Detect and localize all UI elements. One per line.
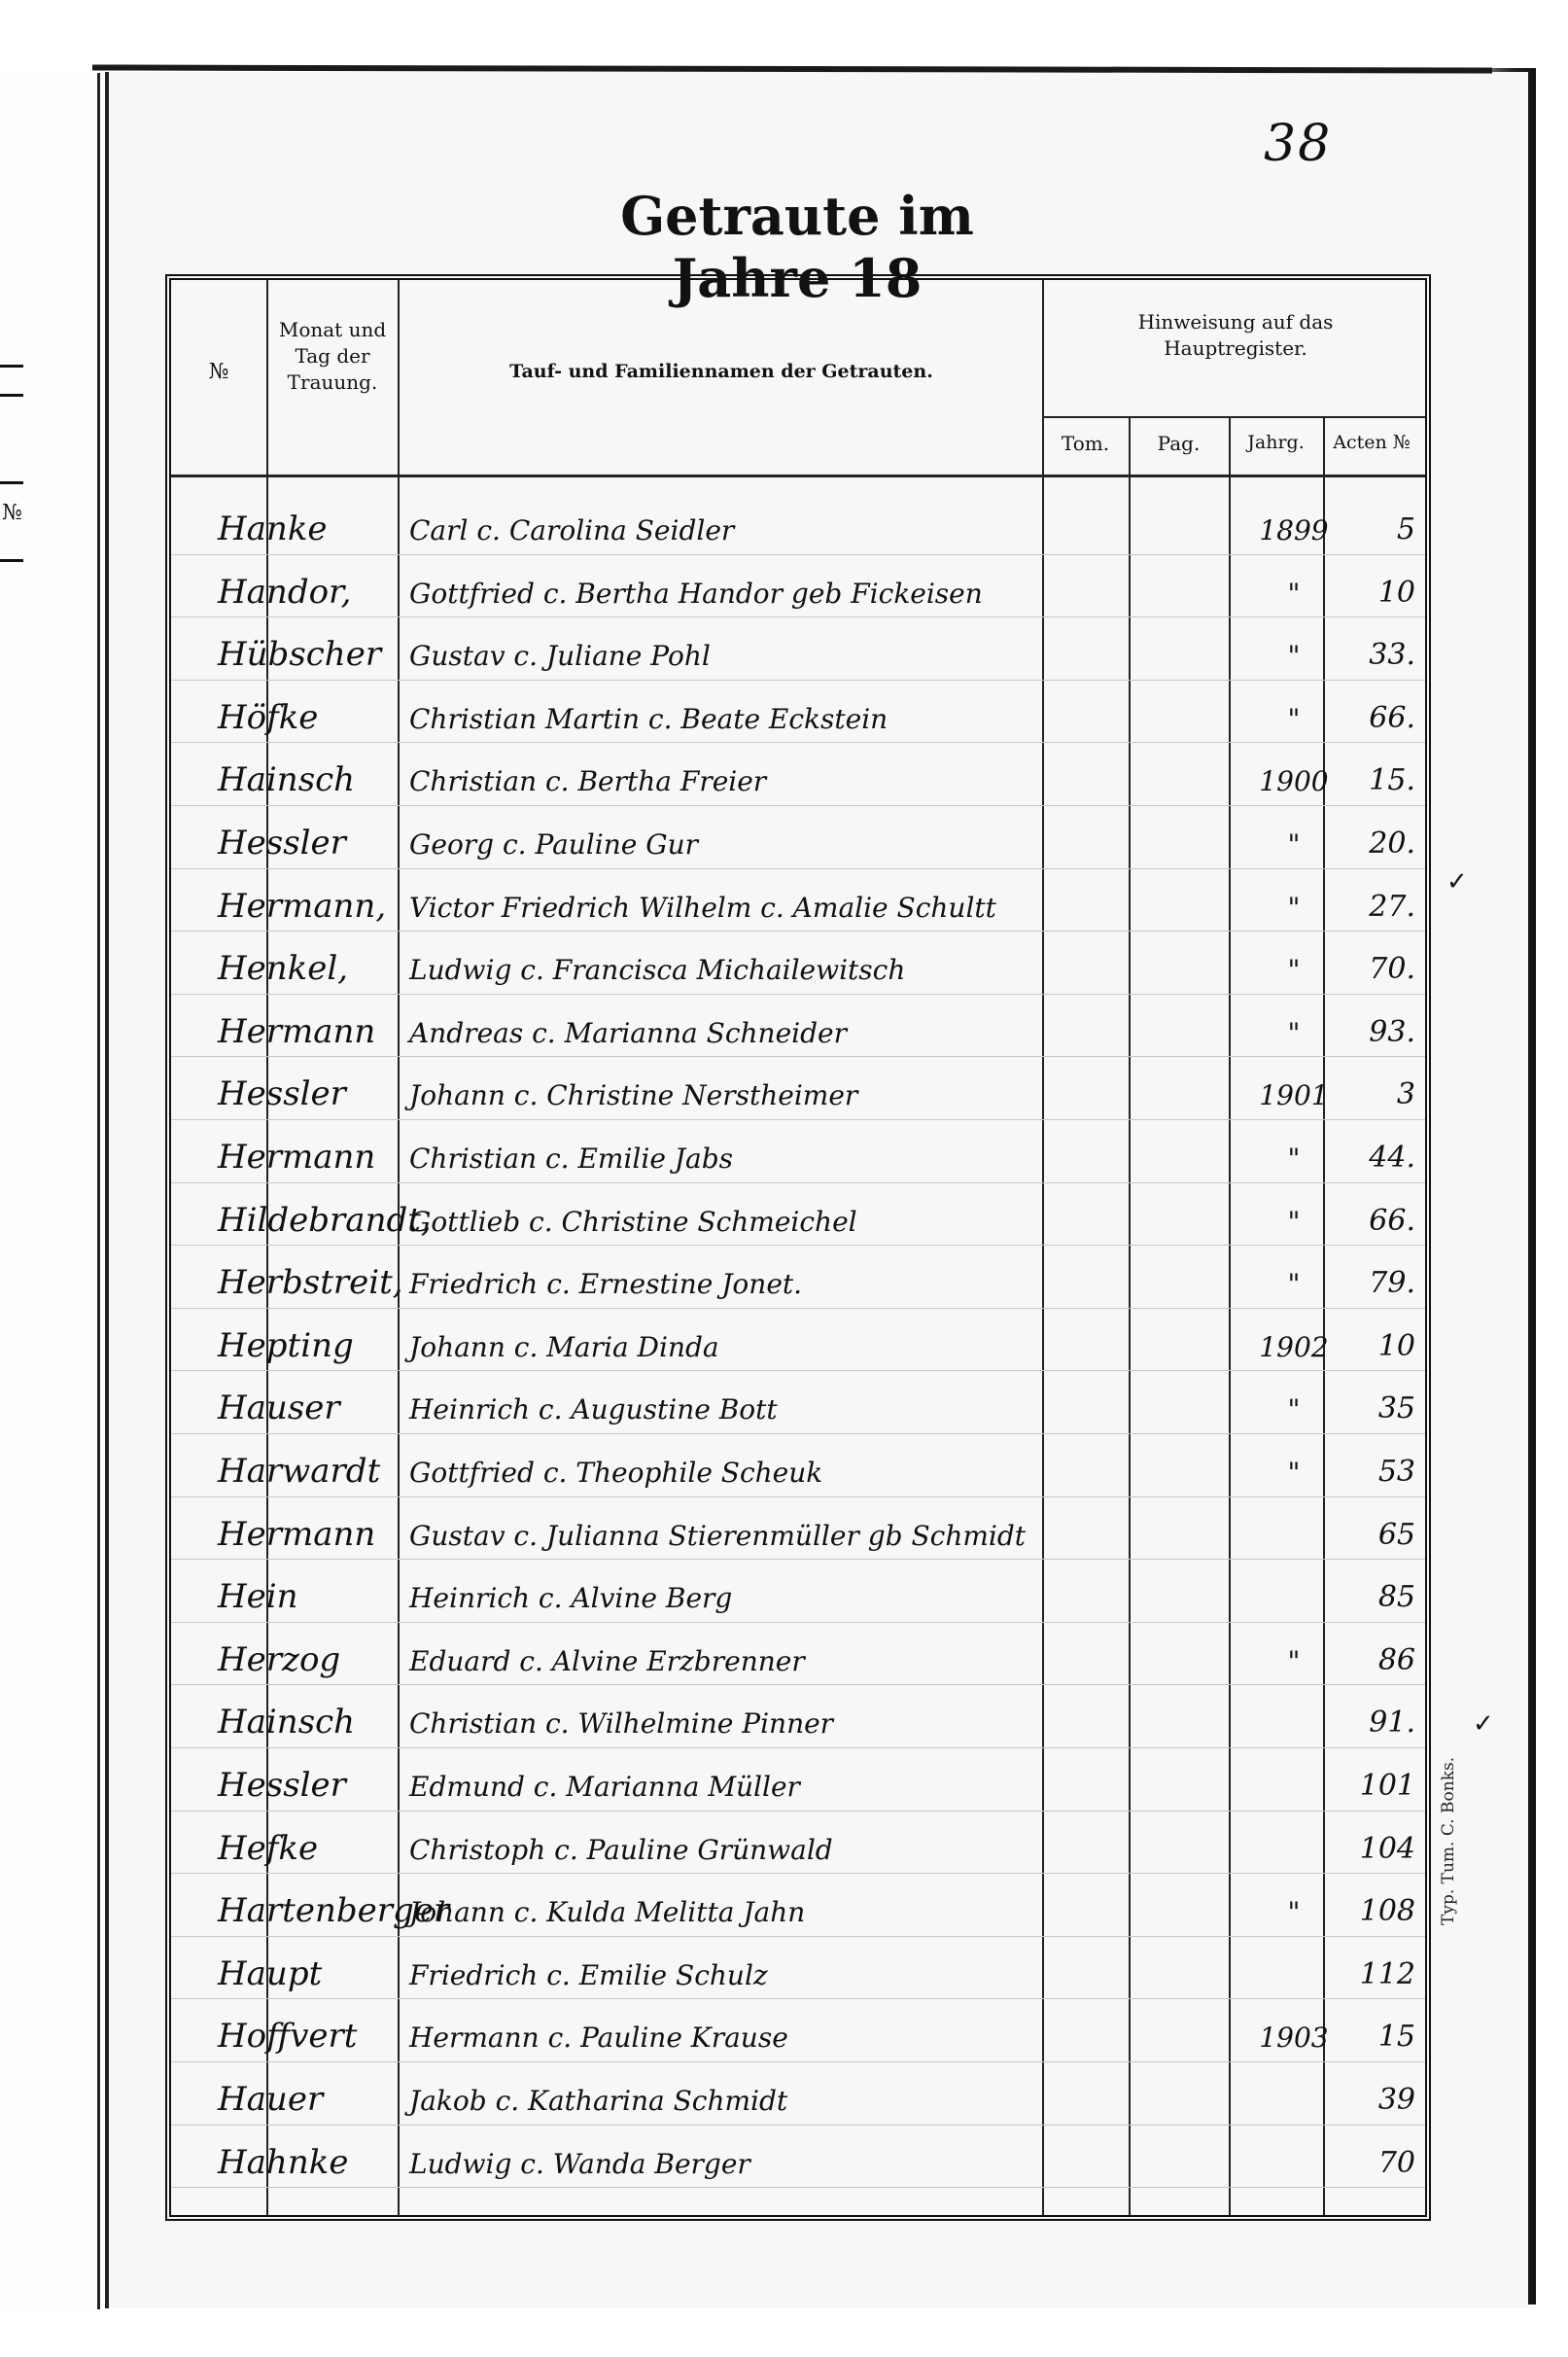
entry-year: ": [1287, 828, 1301, 861]
entry-year: ": [1287, 1016, 1301, 1049]
entry-surname: Hauser: [218, 1389, 340, 1428]
entry-names: Christian Martin c. Beate Eckstein: [409, 702, 889, 735]
entry-year: 1900: [1259, 765, 1329, 798]
entry-acten-number: 91.: [1369, 1706, 1415, 1741]
entry-year: ": [1287, 891, 1301, 924]
register-entry: [171, 1246, 1425, 1308]
register-entry: [171, 2062, 1425, 2125]
entry-surname: Höfke: [218, 697, 319, 737]
entry-acten-number: 70: [1377, 2145, 1415, 2180]
entry-acten-number: 104: [1359, 1831, 1415, 1866]
entry-surname: Harwardt: [218, 1452, 381, 1491]
entry-surname: Hein: [218, 1577, 298, 1617]
entry-surname: Hoffvert: [218, 2017, 358, 2057]
header-tom: Tom.: [1061, 432, 1110, 455]
entry-names: Eduard c. Alvine Erzbrenner: [409, 1644, 805, 1677]
entry-names: Gottlieb c. Christine Schmeichel: [409, 1205, 857, 1238]
entry-surname: Hermann: [218, 1011, 376, 1051]
register-entry: [171, 1812, 1425, 1874]
entry-surname: Hahnke: [218, 2142, 349, 2182]
entry-year: ": [1287, 1143, 1301, 1175]
entry-year: ": [1287, 1644, 1301, 1677]
entry-names: Heinrich c. Augustine Bott: [409, 1393, 778, 1426]
entry-year: ": [1287, 702, 1301, 735]
register-entry: [171, 806, 1425, 868]
entry-surname: Hermann: [218, 1514, 376, 1554]
margin-check-mark: ✓: [1473, 1709, 1494, 1739]
register-entry: [171, 932, 1425, 994]
entry-year: ": [1287, 954, 1301, 987]
register-entry: [171, 1874, 1425, 1936]
entry-acten-number: 86: [1377, 1642, 1415, 1677]
register-entry: [171, 681, 1425, 743]
register-entry: [171, 995, 1425, 1057]
entry-acten-number: 35: [1377, 1391, 1415, 1426]
entry-names: Gustav c. Julianna Stierenmüller gb Schmidt: [409, 1519, 1027, 1552]
entry-names: Christoph c. Pauline Grünwald: [409, 1833, 833, 1866]
entry-acten-number: 27.: [1369, 889, 1415, 924]
entry-acten-number: 10: [1377, 1328, 1415, 1363]
entry-acten-number: 66.: [1369, 700, 1415, 735]
entry-names: Gottfried c. Theophile Scheuk: [409, 1457, 823, 1489]
register-entry: [171, 555, 1425, 617]
entry-surname: Haupt: [218, 1953, 323, 1993]
header-names: Tauf- und Familiennamen der Getrauten.: [509, 361, 933, 382]
register-entry: [171, 1999, 1425, 2061]
entry-names: Victor Friedrich Wilhelm c. Amalie Schultt: [409, 891, 996, 924]
entry-names: Friedrich c. Emilie Schulz: [409, 1958, 768, 1991]
register-entry: [171, 617, 1425, 680]
entry-acten-number: 93.: [1369, 1014, 1415, 1049]
entry-names: Gottfried c. Bertha Handor geb Fickeisen: [409, 577, 983, 610]
entry-surname: Hainsch: [218, 1703, 356, 1742]
entry-acten-number: 108: [1359, 1894, 1415, 1929]
register-entry: [171, 1560, 1425, 1622]
printer-imprint: Typ. Tum. C. Bonks.: [1439, 1756, 1458, 1925]
entry-year: 1903: [1259, 2022, 1329, 2055]
entry-year: ": [1287, 1268, 1301, 1301]
entry-surname: Hepting: [218, 1325, 354, 1365]
entry-surname: Herzog: [218, 1639, 341, 1679]
entry-acten-number: 20.: [1369, 827, 1415, 861]
entry-surname: Henkel,: [218, 949, 349, 989]
entry-surname: Hessler: [218, 824, 346, 862]
entry-year: ": [1287, 1205, 1301, 1238]
entry-names: Andreas c. Marianna Schneider: [409, 1016, 847, 1049]
entry-surname: Hermann,: [218, 886, 387, 926]
entry-acten-number: 39: [1377, 2083, 1415, 2117]
page-number: 38: [1264, 115, 1333, 173]
left-page-number-mark: №: [2, 501, 22, 525]
entry-names: Hermann c. Pauline Krause: [409, 2022, 788, 2055]
register-entry: [171, 743, 1425, 805]
header-jahrg: Jahrg.: [1247, 432, 1305, 453]
entry-acten-number: 10: [1377, 575, 1415, 610]
entry-surname: Hauer: [218, 2080, 324, 2119]
register-entry: [171, 1434, 1425, 1496]
entry-surname: Hermann: [218, 1138, 376, 1177]
register-entry: [171, 1685, 1425, 1747]
register-entry: [171, 1937, 1425, 1999]
entry-acten-number: 101: [1359, 1769, 1415, 1803]
entry-acten-number: 15: [1377, 2020, 1415, 2055]
header-reference: Hinweisung auf das Hauptregister.: [1137, 310, 1334, 360]
entry-names: Christian c. Bertha Freier: [409, 765, 767, 798]
entry-surname: Hessler: [218, 1074, 346, 1114]
entry-acten-number: 53: [1377, 1455, 1415, 1489]
entry-names: Edmund c. Marianna Müller: [409, 1771, 800, 1803]
register-entry: [171, 1120, 1425, 1182]
entry-year: 1901: [1259, 1079, 1329, 1112]
entry-acten-number: 5: [1396, 512, 1415, 546]
entry-acten-number: 79.: [1369, 1266, 1415, 1301]
entry-surname: Hanke: [218, 510, 328, 548]
register-entry: [171, 869, 1425, 932]
register-entry: [171, 1057, 1425, 1119]
header-pag: Pag.: [1157, 432, 1201, 455]
register-entry: [171, 1371, 1425, 1433]
entry-year: 1902: [1259, 1330, 1329, 1363]
entry-year: ": [1287, 577, 1301, 610]
entry-names: Johann c. Christine Nerstheimer: [409, 1079, 858, 1112]
entry-surname: Herbstreit,: [218, 1263, 403, 1303]
entry-acten-number: 44.: [1369, 1141, 1415, 1175]
entry-acten-number: 3: [1396, 1077, 1415, 1112]
entry-acten-number: 85: [1377, 1580, 1415, 1615]
margin-check-mark: ✓: [1446, 867, 1468, 897]
register-entry: [171, 1183, 1425, 1246]
entry-surname: Handor,: [218, 572, 352, 612]
register-entry: [171, 2126, 1425, 2188]
register-entry: [171, 1497, 1425, 1560]
page-title: Getraute im Jahre 18: [620, 185, 974, 309]
register-entry: [171, 1748, 1425, 1811]
entry-names: Carl c. Carolina Seidler: [409, 514, 735, 546]
entry-surname: Hildebrandt,: [218, 1200, 432, 1240]
entry-year: ": [1287, 1393, 1301, 1426]
entry-surname: Hessler: [218, 1766, 346, 1805]
header-number: №: [208, 360, 229, 384]
marriage-register-table: [165, 274, 1431, 2221]
entry-names: Ludwig c. Wanda Berger: [409, 2147, 750, 2180]
entry-surname: Hübscher: [218, 635, 382, 675]
register-entry: [171, 1623, 1425, 1685]
entry-names: Georg c. Pauline Gur: [409, 828, 698, 861]
entry-year: ": [1287, 640, 1301, 673]
entry-surname: Hartenberger: [218, 1891, 450, 1931]
register-entry: [171, 1309, 1425, 1371]
header-month-day: Monat und Tag der Trauung.: [278, 318, 387, 394]
entry-names: Johann c. Maria Dinda: [409, 1330, 719, 1363]
entry-year: ": [1287, 1896, 1301, 1929]
entry-names: Johann c. Kulda Melitta Jahn: [409, 1896, 806, 1929]
entry-names: Gustav c. Juliane Pohl: [409, 640, 711, 673]
entry-names: Jakob c. Katharina Schmidt: [409, 2085, 788, 2117]
entry-surname: Hefke: [218, 1828, 319, 1868]
entry-names: Ludwig c. Francisca Michailewitsch: [409, 954, 906, 987]
entry-acten-number: 112: [1359, 1956, 1415, 1991]
entry-names: Christian c. Wilhelmine Pinner: [409, 1707, 834, 1741]
entry-names: Friedrich c. Ernestine Jonet.: [409, 1268, 803, 1301]
entry-acten-number: 70.: [1369, 952, 1415, 987]
entry-names: Heinrich c. Alvine Berg: [409, 1582, 733, 1615]
header-acten: Acten №: [1333, 432, 1411, 453]
entry-acten-number: 66.: [1369, 1203, 1415, 1238]
entry-acten-number: 65: [1377, 1517, 1415, 1552]
entry-surname: Hainsch: [218, 760, 356, 800]
entry-year: 1899: [1259, 514, 1329, 546]
entry-names: Christian c. Emilie Jabs: [409, 1143, 734, 1175]
entry-year: ": [1287, 1457, 1301, 1489]
entry-acten-number: 33.: [1369, 638, 1415, 673]
entry-acten-number: 15.: [1369, 763, 1415, 798]
left-page-fragment: [0, 73, 100, 2309]
register-entry: [171, 492, 1425, 554]
